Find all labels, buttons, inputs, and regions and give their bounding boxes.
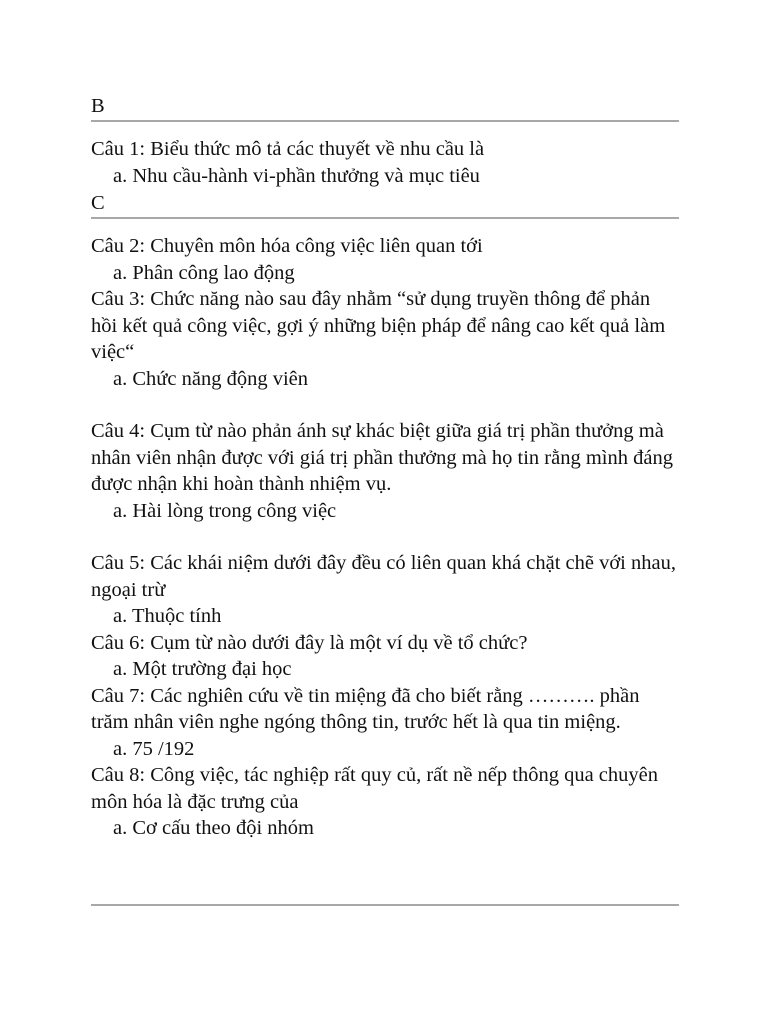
spacer	[91, 392, 679, 418]
question-1: Câu 1: Biểu thức mô tả các thuyết về nhu cầu là	[91, 138, 485, 160]
answer-3: a. Chức năng động viên	[113, 367, 309, 390]
answer-1: a. Nhu cầu-hành vi-phần thưởng và mục tiêu	[113, 164, 480, 187]
page-bottom-divider	[91, 904, 679, 906]
question-6: Câu 6: Cụm từ nào dưới đây là một ví dụ về tổ chức?	[91, 631, 528, 654]
section-divider	[91, 120, 679, 122]
question-5: Câu 5: Các khái niệm dưới đây đều có liên quan khá chặt chẽ với nhau, ngoại trừ	[91, 552, 676, 601]
answer-2: a. Phân công lao động	[113, 261, 295, 284]
question-3: Câu 3: Chức năng nào sau đây nhằm “sử dụng truyền thông để phản hồi kết quả công việc, gợi ý những biện pháp để nâng cao kết quả làm việc“	[91, 288, 666, 363]
question-4: Câu 4: Cụm từ nào phản ánh sự khác biệt giữa giá trị phần thưởng mà nhân viên nhận được với giá trị phần thưởng mà họ tin rằng mình đáng được nhận khi hoàn thành nhiệm vụ.	[91, 420, 673, 495]
section-heading-b: B	[91, 95, 105, 117]
question-7: Câu 7: Các nghiên cứu về tin miệng đã cho biết rằng ………. phần trăm nhân viên nghe ngóng thông tin, trước hết là qua tin miệng.	[91, 684, 640, 733]
section-heading-c: C	[91, 192, 105, 214]
spacer	[91, 524, 679, 550]
answer-8: a. Cơ cấu theo đội nhóm	[113, 817, 314, 839]
answer-4: a. Hài lòng trong công việc	[113, 499, 337, 522]
answer-7: a. 75 /192	[113, 737, 195, 760]
question-8: Câu 8: Công việc, tác nghiệp rất quy củ, rất nề nếp thông qua chuyên môn hóa là đặc trưng của	[91, 764, 659, 813]
question-2: Câu 2: Chuyên môn hóa công việc liên quan tới	[91, 235, 483, 257]
section-divider	[91, 217, 679, 219]
answer-5: a. Thuộc tính	[113, 605, 222, 627]
document-page	[91, 92, 679, 842]
answer-6: a. Một trường đại học	[113, 658, 292, 680]
